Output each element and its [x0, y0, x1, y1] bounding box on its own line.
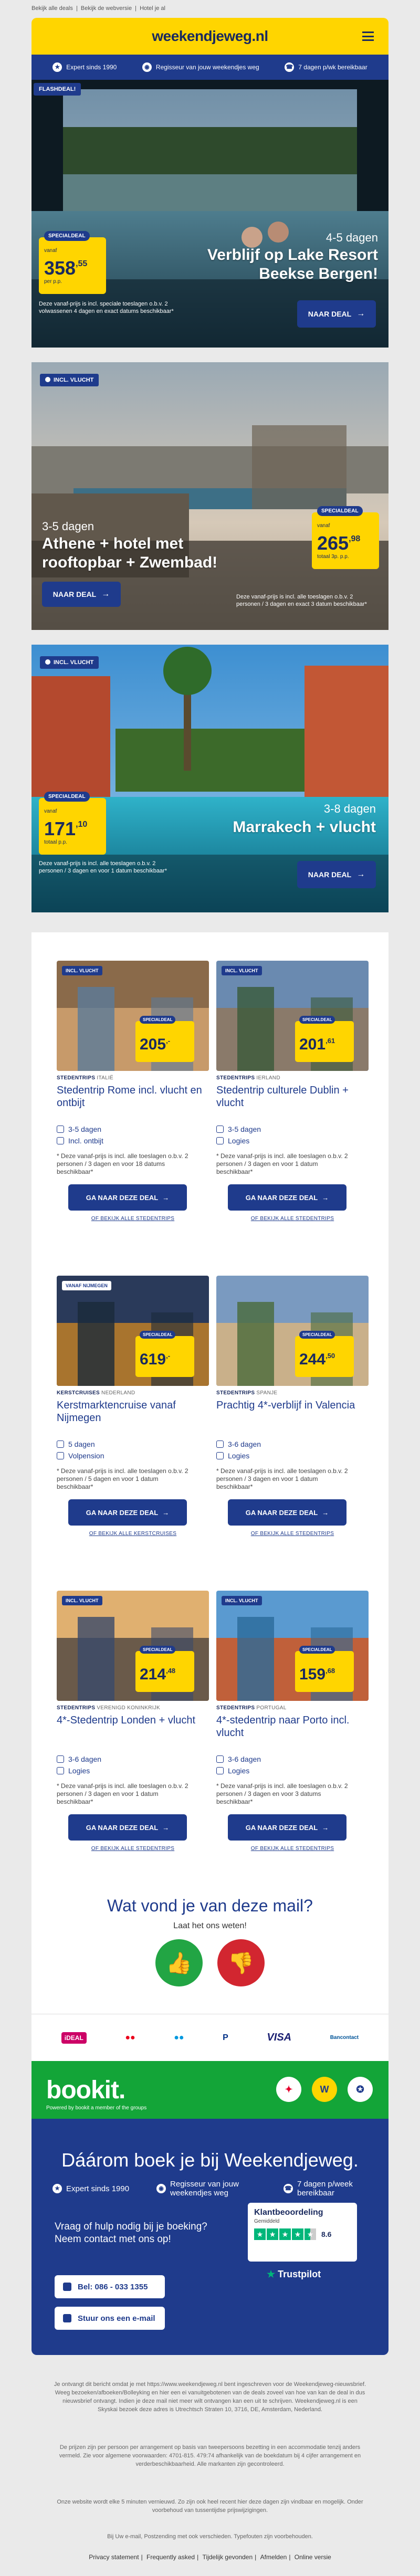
arrow-right-icon: →: [162, 1823, 170, 1832]
days-text: 3-6 dagen: [228, 1755, 261, 1763]
weekendjeweg-icon[interactable]: W: [312, 2077, 337, 2102]
hero-note: Deze vanaf-prijs is incl. speciale toeslagen o.b.v. 2 volwassenen 4 dagen en exact datums beschikbaar*: [39, 301, 174, 314]
deal-all-link[interactable]: OF BEKIJK ALLE STEDENTRIPS: [250, 1531, 334, 1537]
button-label: GA NAAR DEZE DEAL: [245, 1193, 318, 1202]
award-icon: ★: [52, 62, 62, 72]
bookit-banner: [32, 2061, 388, 2119]
deal-category: [216, 1075, 369, 1081]
deal-note: * Deze vanaf-prijs is incl. alle toeslagen o.b.v. 2 personen / 3 dagen en voor 1 datum beschikbaar*: [216, 1152, 348, 1175]
deal-days: [216, 1440, 369, 1448]
award-icon: ★: [52, 2184, 62, 2193]
brand-seal-icon[interactable]: ✪: [348, 2077, 373, 2102]
closing-usps: [52, 2180, 368, 2198]
preheader-link-deals[interactable]: Bekijk alle deals: [32, 5, 73, 12]
deal-title[interactable]: Kerstmarktencruise vanaf Nijmegen: [57, 1400, 176, 1424]
arrow-right-icon: →: [322, 1823, 329, 1832]
usp-item: [284, 2180, 368, 2198]
board-text: Logies: [228, 1452, 250, 1460]
price-box: [295, 1647, 354, 1692]
bookit-subtitle: Powered by bookit a member of the groups: [46, 2105, 147, 2111]
deal-button[interactable]: [228, 1499, 346, 1526]
hero-days: 3-5 dagen: [42, 520, 94, 533]
phone-icon: ☎: [284, 2184, 293, 2193]
usp-text: 7 dagen p/wk bereikbaar: [298, 64, 368, 71]
header: [32, 18, 388, 55]
category-text: KERSTCRUISES: [57, 1390, 100, 1396]
price-unit: totaal 3p. p.p.: [317, 554, 349, 560]
button-label: NAAR DEAL: [308, 870, 352, 879]
bed-icon: [216, 1767, 224, 1774]
deal-button[interactable]: [68, 1499, 187, 1526]
deal-image[interactable]: [57, 1276, 209, 1386]
price-box: [295, 1017, 354, 1062]
flight-badge: [40, 656, 99, 669]
rating-subtitle: Gemiddeld: [254, 2218, 280, 2224]
preheader: [32, 5, 167, 12]
phone-icon: [63, 2283, 71, 2291]
price-from: vanaf: [44, 248, 57, 254]
hero-note: Deze vanaf-prijs is incl. alle toeslagen o.b.v. 2 personen / 3 dagen en exact 3 datum beschikbaar*: [236, 594, 367, 607]
price-box: [39, 794, 106, 855]
hero-days: 4-5 dagen: [326, 231, 378, 244]
site-logo[interactable]: weekendjeweg.nl: [152, 28, 268, 44]
paypal-logo: P: [223, 2033, 228, 2042]
map-icon: ◉: [142, 62, 152, 72]
star-icon: ★: [279, 2228, 291, 2240]
footer-link-unsubscribe[interactable]: Afmelden: [260, 2553, 287, 2561]
price-from: vanaf: [44, 808, 57, 814]
deal-button[interactable]: [228, 1184, 346, 1211]
arrow-right-icon: →: [356, 309, 365, 318]
footer-price-info: De prijzen zijn per persoon per arrangement op basis van tweepersoons bezetting in een accommodatie tenzij anders vermeld. Zie voor algemene voorwaarden: 4701-815. 479:74 afhankelijk van de boekdatum bij 4 cijfer arrangement en verderbeschikbaarheid. Alle markanten zijn gecontroleerd.: [59, 2444, 361, 2467]
deal-all-link[interactable]: OF BEKIJK ALLE STEDENTRIPS: [250, 1846, 334, 1852]
deal-card[interactable]: [57, 1276, 209, 1537]
country-text: NEDERLAND: [101, 1390, 135, 1396]
price-amount: $159^{,68}$: [299, 1666, 335, 1683]
price-amount: $265^{,98}$: [317, 532, 361, 554]
footer-links: Privacy statement | Frequently asked | Tijdelijk gevonden | Afmelden | Online versie: [89, 2553, 331, 2561]
mastercard-logo: ●●: [125, 2033, 135, 2042]
bookit-brands: [266, 2077, 373, 2102]
bed-icon: [57, 1452, 64, 1459]
button-label: GA NAAR DEZE DEAL: [245, 1823, 318, 1832]
price-amount: $171^{,10}$: [44, 818, 88, 839]
specialdeal-tag: SPECIALDEAL: [299, 1331, 335, 1339]
button-label: NAAR DEAL: [52, 590, 97, 598]
hero-deal-button[interactable]: [297, 300, 376, 328]
price-main: 358: [44, 257, 76, 279]
deal-card[interactable]: [216, 961, 369, 1222]
deal-card[interactable]: [216, 1276, 369, 1537]
deal-note: * Deze vanaf-prijs is incl. alle toeslagen o.b.v. 2 personen / 3 dagen en voor 3 datums beschikbaar*: [216, 1782, 348, 1805]
price-cents: 50: [327, 1352, 335, 1360]
deal-title[interactable]: Stedentrip Rome incl. vlucht en ontbijt: [57, 1085, 202, 1109]
usp-item: [156, 2180, 256, 2198]
arrow-right-icon: →: [356, 870, 365, 879]
country-text: VERENIGD KONINKRIJK: [97, 1705, 161, 1711]
maestro-logo: ●●: [174, 2033, 184, 2042]
usp-bar: [32, 55, 388, 80]
calendar-icon: [57, 1755, 64, 1763]
price-box: [39, 233, 106, 294]
bed-icon: [57, 1137, 64, 1144]
price-cents: 61: [327, 1037, 335, 1045]
deal-image[interactable]: [57, 1591, 209, 1701]
brand-icon[interactable]: ✦: [276, 2077, 301, 2102]
category-text: STEDENTRIPS: [216, 1075, 255, 1081]
country-text: IERLAND: [256, 1075, 280, 1081]
hero-deal-button[interactable]: [297, 861, 376, 888]
board-text: Logies: [228, 1767, 250, 1775]
arrow-right-icon: →: [162, 1193, 170, 1202]
price-unit: per p.p.: [44, 279, 62, 285]
badge-text: INCL. VLUCHT: [54, 659, 94, 666]
button-label: GA NAAR DEZE DEAL: [86, 1823, 159, 1832]
hero-title[interactable]: Marrakech + vlucht: [233, 818, 376, 836]
preheader-sep: |: [76, 5, 78, 12]
price-main: 171: [44, 818, 76, 839]
trustpilot-text: Trustpilot: [278, 2269, 321, 2279]
country-text: ITALIË: [97, 1075, 114, 1081]
usp-item: [52, 62, 117, 72]
calendar-icon: [216, 1441, 224, 1448]
deal-badge: INCL. VLUCHT: [62, 1596, 102, 1605]
deal-days: [216, 1755, 369, 1763]
deal-board: [57, 1452, 209, 1460]
rating-widget[interactable]: [248, 2203, 357, 2262]
closing-title: Dáárom boek je bij Weekendjeweg.: [61, 2149, 359, 2171]
flight-badge: [40, 374, 99, 386]
footer-link-found[interactable]: Tijdelijk gevonden: [202, 2553, 253, 2561]
price-cents: 68: [327, 1667, 335, 1675]
star-half-icon: ★: [304, 2228, 316, 2240]
category-text: STEDENTRIPS: [57, 1705, 96, 1711]
hero-note: Deze vanaf-prijs is incl. alle toeslagen o.b.v. 2 personen / 3 dagen en voor 1 datum beschikbaar*: [39, 860, 167, 874]
usp-item: [285, 62, 367, 72]
deal-note: * Deze vanaf-prijs is incl. alle toeslagen o.b.v. 2 personen / 3 dagen en voor 1 datum beschikbaar*: [57, 1782, 188, 1805]
deal-board: [216, 1767, 369, 1775]
deal-title[interactable]: Stedentrip culturele Dublin + vlucht: [216, 1085, 349, 1109]
deal-note: * Deze vanaf-prijs is incl. alle toeslagen o.b.v. 2 personen / 5 dagen en voor 1 datum beschikbaar*: [57, 1467, 188, 1490]
price-amount: $358^{,55}$: [44, 257, 88, 279]
hero-title[interactable]: Verblijf op Lake Resort Beekse Bergen!: [207, 246, 378, 282]
deal-card[interactable]: [57, 1591, 209, 1852]
deal-button[interactable]: [228, 1814, 346, 1841]
price-amount: $244^{,50}$: [299, 1351, 335, 1368]
price-main: 244: [299, 1351, 326, 1368]
button-label: Stuur ons een e-mail: [78, 2314, 155, 2323]
deal-category: [57, 1705, 209, 1711]
category-text: STEDENTRIPS: [57, 1075, 96, 1081]
deal-image[interactable]: [216, 961, 369, 1071]
arrow-right-icon: →: [162, 1508, 170, 1517]
price-from: vanaf: [317, 523, 330, 529]
deal-badge: VANAF NIJMEGEN: [62, 1281, 111, 1290]
call-button[interactable]: [55, 2275, 165, 2298]
deal-days: [216, 1125, 369, 1133]
specialdeal-tag: SPECIALDEAL: [140, 1331, 175, 1339]
bed-icon: [216, 1137, 224, 1144]
days-text: 3-5 dagen: [228, 1125, 261, 1133]
country-text: PORTUGAL: [256, 1705, 287, 1711]
deal-card[interactable]: [216, 1591, 369, 1852]
deal-category: [57, 1390, 209, 1396]
hero-days: 3-8 dagen: [323, 802, 376, 815]
board-text: Logies: [68, 1767, 90, 1775]
calendar-icon: [216, 1755, 224, 1763]
payment-methods: [32, 2014, 388, 2061]
deal-board: [57, 1137, 209, 1145]
price-amount: $214^{,48}$: [140, 1666, 176, 1683]
usp-item: [142, 62, 259, 72]
bed-icon: [57, 1767, 64, 1774]
price-cents: 48: [167, 1667, 176, 1675]
map-icon: ◉: [156, 2184, 166, 2193]
footer-link-online[interactable]: Online versie: [294, 2553, 331, 2561]
ideal-logo: iDEAL: [61, 2032, 87, 2044]
specialdeal-tag: SPECIALDEAL: [44, 792, 90, 802]
star-icon: ★: [292, 2228, 303, 2240]
usp-text: Expert sinds 1990: [66, 64, 117, 71]
deal-category: [216, 1390, 369, 1396]
usp-text: Regisseur van jouw weekendjes weg: [170, 2180, 239, 2198]
button-label: GA NAAR DEZE DEAL: [86, 1508, 159, 1517]
deal-category: [57, 1075, 209, 1081]
bed-icon: [216, 1452, 224, 1459]
deal-days: [57, 1125, 209, 1133]
days-text: 5 dagen: [68, 1440, 95, 1448]
deal-board: [216, 1137, 369, 1145]
price-cents: 55: [78, 259, 88, 268]
menu-icon[interactable]: [362, 31, 374, 41]
usp-text: 7 dagen p/week bereikbaar: [297, 2180, 353, 2198]
specialdeal-tag: SPECIALDEAL: [299, 1016, 335, 1024]
button-label: NAAR DEAL: [308, 310, 352, 318]
board-text: Volpension: [68, 1452, 104, 1460]
plane-icon: [45, 377, 50, 382]
price-cents: 10: [78, 820, 88, 829]
trustpilot-star-icon: ★: [267, 2269, 276, 2279]
price-main: 265: [317, 532, 349, 554]
footer-update-info: Onze website wordt elke 5 minuten vernieuwd. Zo zijn ook heel recent hier deze dagen zijn vindbaar en mogelijk. Onder voorbehoud van tussentijdse prijswijzigingen.: [57, 2499, 363, 2514]
country-text: SPANJE: [256, 1390, 278, 1396]
hero-deal-athene[interactable]: [32, 362, 388, 630]
deal-badge: INCL. VLUCHT: [222, 966, 262, 975]
days-text: 3-5 dagen: [68, 1125, 102, 1133]
deal-title[interactable]: Prachtig 4*-verblijf in Valencia: [216, 1400, 355, 1411]
price-cents: -: [167, 1352, 171, 1360]
rating-stars: [254, 2228, 351, 2240]
bancontact-logo: Bancontact: [330, 2035, 359, 2041]
price-box: [135, 1332, 194, 1377]
price-box: [135, 1017, 194, 1062]
deal-all-link[interactable]: OF BEKIJK ALLE STEDENTRIPS: [91, 1846, 175, 1852]
deal-all-link[interactable]: OF BEKIJK ALLE STEDENTRIPS: [91, 1216, 175, 1222]
price-box: [135, 1647, 194, 1692]
usp-text: Expert sinds 1990: [66, 2184, 130, 2193]
arrow-right-icon: →: [322, 1193, 329, 1202]
footer-disclaimer: Je ontvangt dit bericht omdat je met https://www.weekendjeweg.nl bent ingeschreven voor de Weekendjeweg-nieuwsbrief. Weeg bezoeken/afboeken/Bolleyking en hier een ei vanuitgebotenen van de deals zoveel van hoe van kan de deal in dus nieuwsbrief ontvangt. Indien je deze mail niet meer wilt ontvangen kan een uit te schrijven. Weekendjeweg.nl is een Skyskai bezoek deze adres is Utrechtsch Straten 10, 3716, DE, Amsterdam, Nederland.: [54, 2381, 366, 2413]
price-amount: 619,-: [140, 1351, 171, 1368]
deal-badge: INCL. VLUCHT: [62, 966, 102, 975]
visa-logo: VISA: [267, 2032, 292, 2043]
rating-title: Klantbeoordeling: [254, 2208, 323, 2217]
button-label: GA NAAR DEZE DEAL: [86, 1193, 159, 1202]
deal-days: [57, 1755, 209, 1763]
flashdeal-badge: FLASHDEAL!: [34, 83, 81, 96]
deal-button[interactable]: [68, 1814, 187, 1841]
price-cents: 98: [351, 534, 361, 543]
footer-note: Bij Uw e-mail, Postzending met ook verschieden. Typefouten zijn voorbehouden.: [107, 2533, 313, 2540]
deal-image[interactable]: [216, 1591, 369, 1701]
rating-score: 8.6: [321, 2230, 332, 2238]
calendar-icon: [57, 1441, 64, 1448]
button-label: GA NAAR DEZE DEAL: [245, 1508, 318, 1517]
closing-block: [32, 2119, 388, 2355]
preheader-link-hotel[interactable]: Hotel je al: [140, 5, 165, 12]
thumbs-down-icon[interactable]: 👎: [217, 1939, 265, 1986]
days-text: 3-6 dagen: [228, 1440, 261, 1448]
specialdeal-tag: SPECIALDEAL: [44, 231, 90, 241]
usp-item: [52, 2180, 129, 2198]
calendar-icon: [57, 1126, 64, 1133]
preheader-sep: |: [135, 5, 136, 12]
bookit-logo: bookit.: [46, 2076, 125, 2104]
star-icon: ★: [254, 2228, 266, 2240]
arrow-right-icon: →: [101, 590, 110, 598]
specialdeal-tag: SPECIALDEAL: [140, 1646, 175, 1654]
deal-image[interactable]: [57, 961, 209, 1071]
price-box: [295, 1332, 354, 1377]
category-text: STEDENTRIPS: [216, 1390, 255, 1396]
specialdeal-tag: SPECIALDEAL: [299, 1646, 335, 1654]
hero-deal-button[interactable]: [42, 582, 121, 607]
price-cents: -: [167, 1037, 171, 1045]
board-text: Logies: [228, 1137, 250, 1145]
price-amount: 205,-: [140, 1036, 171, 1053]
hero-deal-lake-resort[interactable]: [32, 80, 388, 348]
deal-board: [216, 1452, 369, 1460]
deal-days: [57, 1440, 209, 1448]
footer-link-privacy[interactable]: Privacy statement: [89, 2553, 139, 2561]
feedback-title: Wat vond je van deze mail?: [107, 1896, 313, 1915]
hero-title[interactable]: Athene + hotel met rooftopbar + Zwembad!: [42, 535, 218, 571]
days-text: 3-6 dagen: [68, 1755, 102, 1763]
deal-note: * Deze vanaf-prijs is incl. alle toeslagen o.b.v. 2 personen / 3 dagen en voor 18 datums beschikbaar*: [57, 1152, 188, 1175]
specialdeal-tag: SPECIALDEAL: [140, 1016, 175, 1024]
contact-question: Vraag of hulp nodig bij je boeking? Neem contact met ons op!: [55, 2221, 207, 2245]
email-button[interactable]: [55, 2307, 165, 2330]
deal-all-link[interactable]: OF BEKIJK ALLE STEDENTRIPS: [250, 1216, 334, 1222]
trustpilot-logo[interactable]: [267, 2269, 321, 2280]
thumbs-up-icon[interactable]: 👍: [155, 1939, 203, 1986]
price-unit: totaal p.p.: [44, 839, 67, 845]
deal-board: [57, 1767, 209, 1775]
phone-icon: ☎: [285, 62, 294, 72]
price-main: 201: [299, 1036, 326, 1053]
feedback-subtitle: Laat het ons weten!: [173, 1921, 247, 1930]
footer-link-faq[interactable]: Frequently asked: [146, 2553, 195, 2561]
arrow-right-icon: →: [322, 1508, 329, 1517]
plane-icon: [45, 659, 50, 665]
star-icon: ★: [267, 2228, 278, 2240]
badge-text: INCL. VLUCHT: [54, 377, 94, 383]
price-main: 159: [299, 1666, 326, 1683]
board-text: Incl. ontbijt: [68, 1137, 103, 1145]
button-label: Bel: 086 - 033 1355: [78, 2282, 148, 2291]
price-main: 214: [140, 1666, 166, 1683]
calendar-icon: [216, 1126, 224, 1133]
deal-category: [216, 1705, 369, 1711]
hero-deal-marrakech[interactable]: [32, 645, 388, 912]
specialdeal-tag: SPECIALDEAL: [317, 506, 363, 516]
preheader-link-webversion[interactable]: Bekijk de webversie: [80, 5, 132, 12]
deal-title[interactable]: 4*-Stedentrip Londen + vlucht: [57, 1715, 196, 1726]
deal-note: * Deze vanaf-prijs is incl. alle toeslagen o.b.v. 2 personen / 3 dagen en voor 1 datum beschikbaar*: [216, 1467, 348, 1490]
deal-badge: INCL. VLUCHT: [222, 1596, 262, 1605]
deal-all-link[interactable]: OF BEKIJK ALLE KERSTCRUISES: [89, 1531, 177, 1537]
deal-card[interactable]: [57, 961, 209, 1222]
price-box: [312, 508, 379, 569]
mail-icon: [63, 2314, 71, 2322]
price-main: 205: [140, 1036, 166, 1053]
price-main: 619: [140, 1351, 166, 1368]
price-amount: $201^{,61}$: [299, 1036, 335, 1053]
deal-image[interactable]: [216, 1276, 369, 1386]
deal-title[interactable]: 4*-stedentrip naar Porto incl. vlucht: [216, 1715, 350, 1739]
usp-text: Regisseur van jouw weekendjes weg: [155, 64, 259, 71]
category-text: STEDENTRIPS: [216, 1705, 255, 1711]
deal-button[interactable]: [68, 1184, 187, 1211]
